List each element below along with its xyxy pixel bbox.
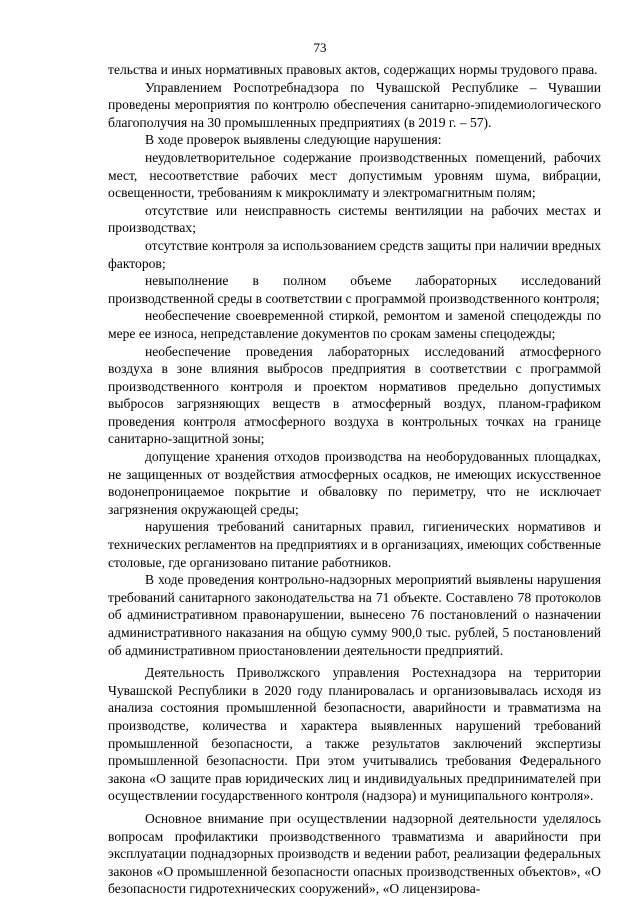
document-body <box>108 61 601 898</box>
paragraph-enforcement-results: В ходе проведения контрольно-надзорных мероприятий выявлены нарушения требований санитарного законодательства на 71 объекте. Составлено 78 протоколов об административном правонарушении, вынесено 76 постановлений о назначении административного наказания на общую сумму 900,0 тыс. рублей, 5 постановлений об административном приостановлении деятельности предприятий. <box>108 572 601 658</box>
paragraph-rospotrebnadzor-intro: Управлением Роспотребнадзора по Чувашской Республике – Чувашии проведены мероприятия по контролю обеспечения санитарно-эпидемиологического благополучия на 30 промышленных предприятиях (в 2019 г. – 57). <box>108 79 601 130</box>
paragraph-rostekhnadzor-activity: Деятельность Приволжского управления Ростехнадзора на территории Чувашской Республики в 2020 году планировалась и организовывалась исходя из анализа состояния промышленной безопасности, аварийности и травматизма на производстве, количества и характера выявленных нарушений требований промышленной безопасности, а также результатов заключений экспертизы промышленной безопасности. При этом учитывались требования Федерального закона «О защите прав юридических лиц и индивидуальных предпринимателей при осуществлении государственного контроля (надзора) и муниципального контроля». <box>108 665 601 804</box>
list-item-workplace-conditions: неудовлетворительное содержание производственных помещений, рабочих мест, несоответствие рабочих мест допустимым уровням шума, вибрации, освещенности, требованиям к микроклимату и электромагнитным полям; <box>108 149 601 201</box>
list-item-air-monitoring: необеспечение проведения лабораторных исследований атмосферного воздуха в зоне влияния выбросов предприятия в соответствии с программой производственного контроля и проектом нормативов предельно допустимых выбросов загрязняющих веществ в атмосферный воздух, планом-графиком проведения контроля атмосферного воздуха в контрольных точках на границе санитарно-защитной зоны; <box>108 343 601 447</box>
list-item-workwear: необеспечение своевременной стиркой, ремонтом и заменой спецодежды по мере ее износа, непредставление документов по срокам замены спецодежды; <box>108 308 601 341</box>
paragraph-supervision-focus: Основное внимание при осуществлении надзорной деятельности уделялось вопросам профилактики производственного травматизма и аварийности при эксплуатации поднадзорных производств и ведении работ, реализации федеральных законов «О промышленной безопасности опасных производственных объектов», «О безопасности гидротехнических сооружений», «О лицензирова- <box>108 810 601 897</box>
list-item-lab-research: невыполнение в полном объеме лабораторных исследований производственной среды в соответствии с программой производственного контроля; <box>108 273 601 306</box>
paragraph-continuation: тельства и иных нормативных правовых актов, содержащих нормы трудового права. <box>108 62 598 77</box>
list-item-sanitary-rules: нарушения требований санитарных правил, гигиенических нормативов и технических регламентов на предприятиях и в организациях, имеющих собственные столовые, где организовано питание работников. <box>108 519 601 570</box>
paragraph-violations-heading: В ходе проверок выявлены следующие нарушения: <box>145 132 442 148</box>
list-item-ventilation: отсутствие или неисправность системы вентиляции на рабочих местах и производствах; <box>108 202 601 236</box>
list-item-waste-storage: допущение хранения отходов производства на необорудованных площадках, не защищенных от воздействия атмосферных осадков, не имеющих искусственное водонепроницаемое покрытие и обваловку по периметру, что не исключает загрязнения окружающей среды; <box>108 449 601 517</box>
list-item-protective-equipment: отсутствие контроля за использованием средств защиты при наличии вредных факторов; <box>108 237 601 271</box>
page-number: 73 <box>313 40 327 55</box>
